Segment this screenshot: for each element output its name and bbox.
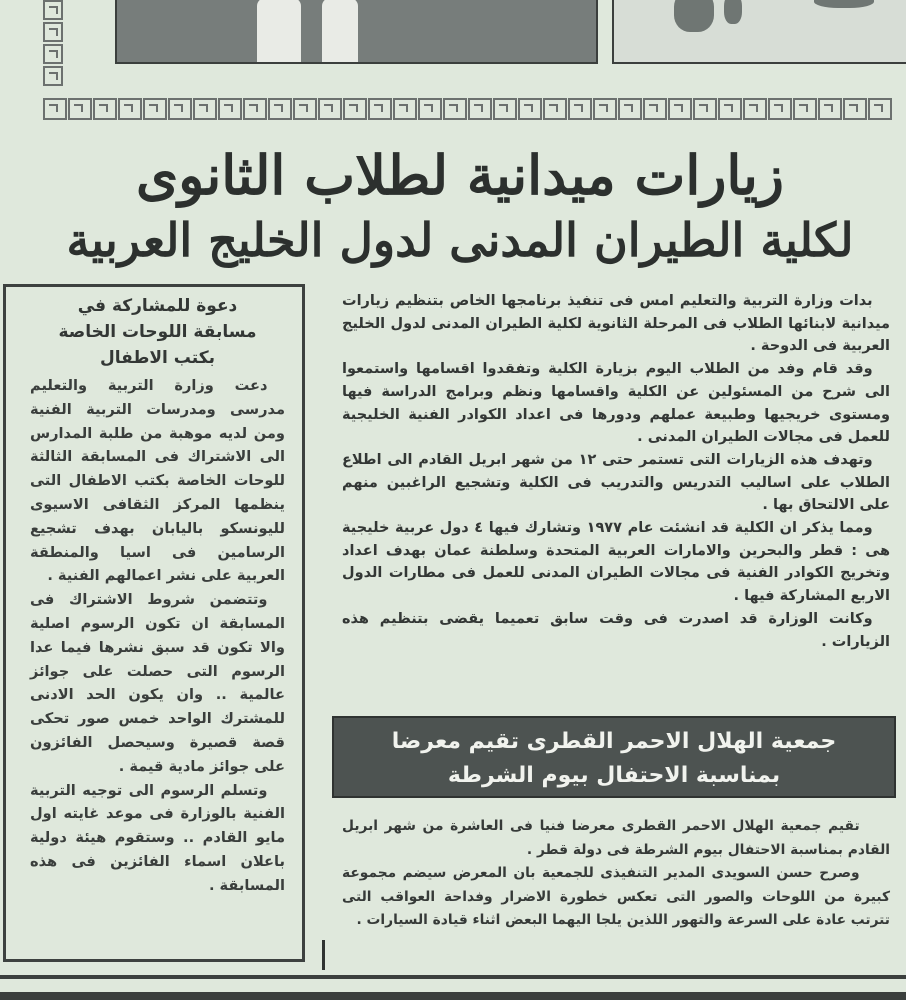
article-paragraph: وصرح حسن السويدى المدير التنفيذى للجمعية بان المعرض سيضم مجموعة كبيرة من اللوحات والصور التى تعكس خطورة الاضرار وفداحة العواقب التى تترتب عادة على السرعة والتهور اللذين يلجا اليهما البعض اثناء قيادة السيارات . [342,865,890,928]
sidebar-paragraph: وتتضمن شروط الاشتراك فى المسابقة ان تكون الرسوم اصلية والا تكون قد سبق نشرها فيما عدا الرسوم التى حصلت على جوائز عالمية .. وان يكون الحد الادنى للمشترك الواحد خمس صور تحكى قصة قصيرة وسيحصل الفائزون على جوائز مادية قيمة . [30,591,285,775]
greek-key-icon [493,98,517,120]
greek-key-icon [118,98,142,120]
greek-key-icon [568,98,592,120]
column-divider [322,940,325,970]
greek-key-icon [668,98,692,120]
greek-key-icon [818,98,842,120]
greek-key-icon [418,98,442,120]
greek-key-icon [43,44,63,64]
greek-key-icon [43,22,63,42]
second-headline-line1: جمعية الهلال الاحمر القطرى تقيم معرضا [391,729,837,754]
greek-key-icon [368,98,392,120]
greek-key-icon [718,98,742,120]
sidebar-body [30,374,285,898]
greek-key-icon [193,98,217,120]
greek-key-icon [393,98,417,120]
main-article [342,290,890,653]
article-paragraph: وكانت الوزارة قد اصدرت فى وقت سابق تعميما يقضى بتنظيم هذه الزيارات . [342,610,890,650]
greek-key-icon [293,98,317,120]
greek-key-icon [93,98,117,120]
greek-key-icon [843,98,867,120]
article-paragraph: ومما يذكر ان الكلية قد انشئت عام ١٩٧٧ وتشارك فيها ٤ دول عربية خليجية هى : قطر والبحرين والامارات العربية المتحدة وسلطنة عمان بهدف اعداد وتخريج الكوادر الفنية فى مجالات الطيران المدنى للعمل فى مطارات الدول الاربع المشاركة فيها . [342,520,890,605]
greek-key-icon [543,98,567,120]
second-headline-line2: بمناسبة الاحتفال بيوم الشرطة [447,763,781,788]
greek-key-icon [43,0,63,20]
greek-key-border-horizontal [43,98,906,124]
second-story-article [342,815,890,933]
top-left-photo [115,0,598,64]
greek-key-icon [68,98,92,120]
second-story-headline-banner [332,716,896,798]
greek-key-icon [43,98,67,120]
greek-key-icon [768,98,792,120]
greek-key-icon [243,98,267,120]
greek-key-border-vertical [43,0,65,96]
greek-key-icon [868,98,892,120]
article-paragraph: وقد قام وفد من الطلاب اليوم بزيارة الكلية وتفقدوا اقسامها واستمعوا الى شرح من المسئولين عن الكلية واقسامها ونظم وبرامج الدراسة فيها ومستوى خريجيها وطبيعة عملهم ودورها فى اعداد الكوادر الفنية الخليجية للعمل فى مجالات الطيران المدنى . [342,361,890,446]
photo-figure [257,0,301,62]
main-headline-line1: زيارات ميدانية لطلاب الثانوى [136,143,784,207]
greek-key-icon [743,98,767,120]
photo-shape [814,0,874,8]
greek-key-icon [218,98,242,120]
sidebar-title-line: دعوة للمشاركة في [77,296,238,316]
greek-key-icon [618,98,642,120]
article-paragraph: وتهدف هذه الزيارات التى تستمر حتى ١٢ من شهر ابريل القادم الى اطلاع الطلاب على اساليب التدريس والتدريب فى الكلية وتشجيع الراغبين منهم على الالتحاق بها . [342,451,890,514]
greek-key-icon [593,98,617,120]
bottom-rule [0,975,906,979]
sidebar-paragraph: دعت وزارة التربية والتعليم مدرسى ومدرسات التربية الفنية ومن لديه موهبة من طلبة المدارس الى الاشتراك فى المسابقة الثالثة للوحات الخاصة بكتب الاطفال التى ينظمها المركز الثقافى الاسيوى لليونسكو باليابان بهدف تشجيع الرسامين فى اسيا والمنطقة العربية على نشر اعمالهم الفنية . [30,377,285,585]
greek-key-icon [168,98,192,120]
sidebar-title-line: مسابقة اللوحات الخاصة [58,322,257,342]
photo-shape [724,0,742,24]
greek-key-icon [443,98,467,120]
sidebar-paragraph: وتسلم الرسوم الى توجيه التربية الفنية بالوزارة فى موعد غايته اول مايو القادم .. وستقوم هيئة دولية باعلان اسماء الفائزين فى هذه المسابقة . [30,781,285,894]
greek-key-icon [143,98,167,120]
photo-shape [674,0,714,32]
article-paragraph: بدات وزارة التربية والتعليم امس فى تنفيذ برنامجها الخاص بتنظيم زيارات ميدانية لابنائها الطلاب فى المرحلة الثانوية لكلية الطيران المدنى لدول الخليج العربية فى الدوحة . [342,293,890,355]
sidebar-title [30,293,285,371]
greek-key-icon [643,98,667,120]
greek-key-icon [793,98,817,120]
greek-key-icon [343,98,367,120]
bottom-rule-thick [0,992,906,1000]
article-paragraph: تقيم جمعية الهلال الاحمر القطرى معرضا فنيا فى العاشرة من شهر ابريل القادم بمناسبة الاحتفال بيوم الشرطة فى دولة قطر . [342,818,890,858]
greek-key-icon [693,98,717,120]
greek-key-icon [468,98,492,120]
top-right-photo [612,0,906,64]
main-headline-line2: لكلية الطيران المدنى لدول الخليج العربية [66,213,854,267]
sidebar-title-line: بكتب الاطفال [100,348,215,368]
greek-key-icon [318,98,342,120]
photo-figure [322,0,358,62]
greek-key-icon [43,66,63,86]
greek-key-icon [518,98,542,120]
greek-key-icon [268,98,292,120]
